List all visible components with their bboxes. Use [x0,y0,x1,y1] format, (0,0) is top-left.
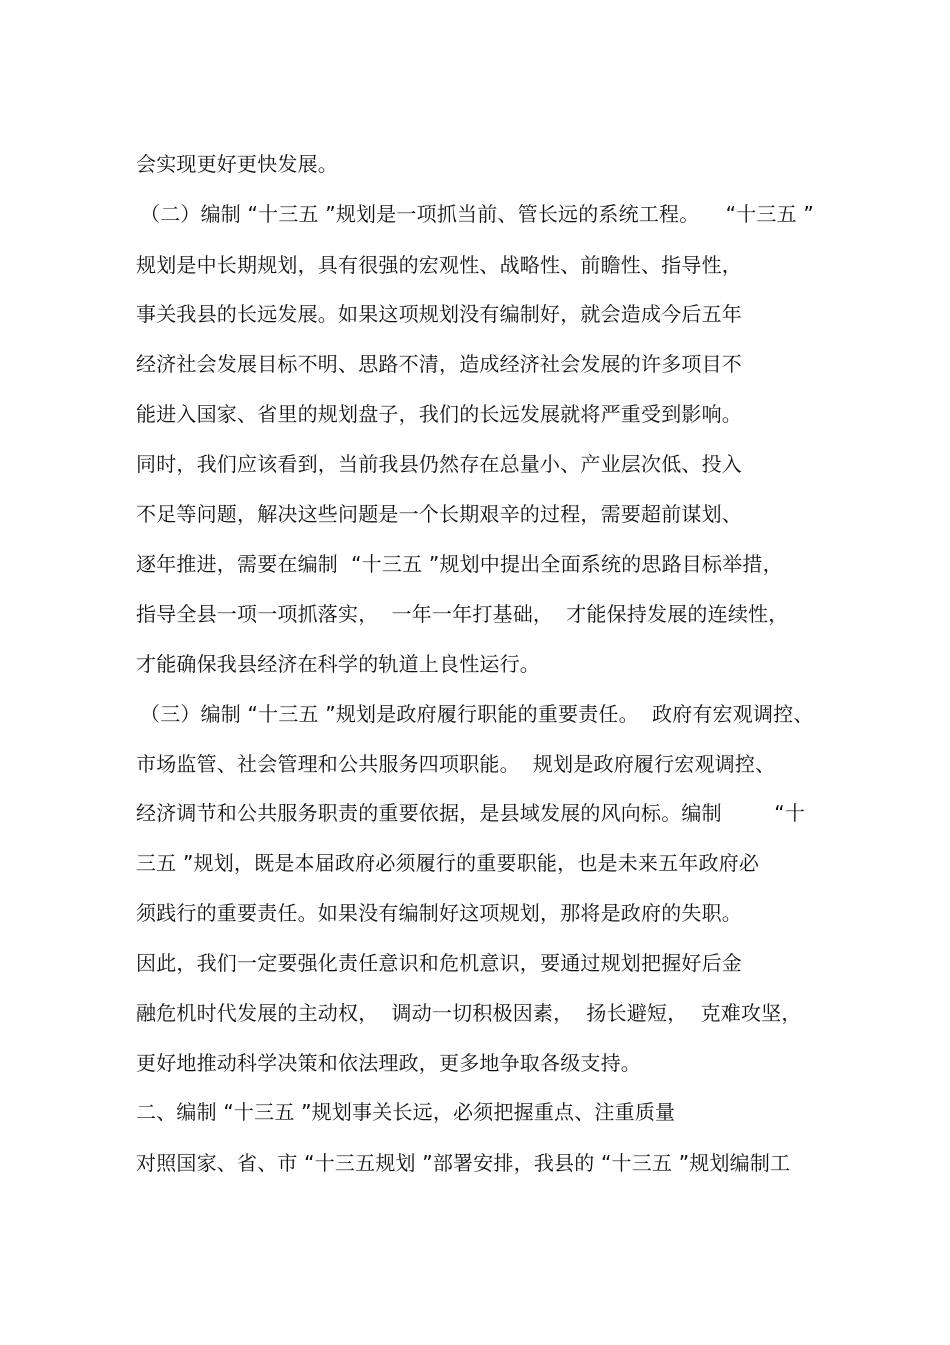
text-line: 指导全县一项一项抓落实， 一年一年打基础， 才能保持发展的连续性， [136,602,789,626]
section-heading-2: （二）编制 “十三五 ”规划是一项抓当前、管长远的系统工程。 “十三五 ” [140,202,814,226]
text-line: 经济社会发展目标不明、思路不清，造成经济社会发展的许多项目不 [136,352,742,376]
text-line: 逐年推进，需要在编制 “十三五 ”规划中提出全面系统的思路目标举措， [136,552,783,576]
text-line: 经济调节和公共服务职责的重要依据，是县域发展的风向标。编制 “十 [136,801,806,825]
text-line: 融危机时代发展的主动权， 调动一切积极因素， 扬长避短， 克难攻坚， [136,1001,802,1025]
chapter-heading-2: 二、编制 “十三五 ”规划事关长远，必须把握重点、注重质量 [136,1100,676,1124]
text-line: 不足等问题，解决这些问题是一个长期艰辛的过程，需要超前谋划、 [136,502,742,526]
text-line: 会实现更好更快发展。 [136,152,338,176]
text-line: 同时，我们应该看到，当前我县仍然存在总量小、产业层次低、投入 [136,452,742,476]
text-line: 因此，我们一定要强化责任意识和危机意识，要通过规划把握好后金 [136,951,742,975]
text-line: 更好地推动科学决策和依法理政，更多地争取各级支持。 [136,1051,641,1075]
text-line: 规划是中长期规划，具有很强的宏观性、战略性、前瞻性、指导性， [136,253,742,277]
text-line: 须践行的重要责任。如果没有编制好这项规划，那将是政府的失职。 [136,901,742,925]
text-line: 市场监管、社会管理和公共服务四项职能。 规划是政府履行宏观调控、 [136,752,776,776]
text-line: 才能确保我县经济在科学的轨道上良性运行。 [136,652,540,676]
text-line: 事关我县的长远发展。如果这项规划没有编制好，就会造成今后五年 [136,302,742,326]
text-line: 三五 ”规划，既是本届政府必须履行的重要职能，也是未来五年政府必 [136,851,760,875]
text-line: 能进入国家、省里的规划盘子，我们的长远发展就将严重受到影响。 [136,402,742,426]
section-heading-3: （三）编制 “十三五 ”规划是政府履行职能的重要责任。 政府有宏观调控、 [140,702,814,726]
text-line: 对照国家、省、市 “十三五规划 ”部署安排，我县的 “十三五 ”规划编制工 [136,1151,791,1175]
